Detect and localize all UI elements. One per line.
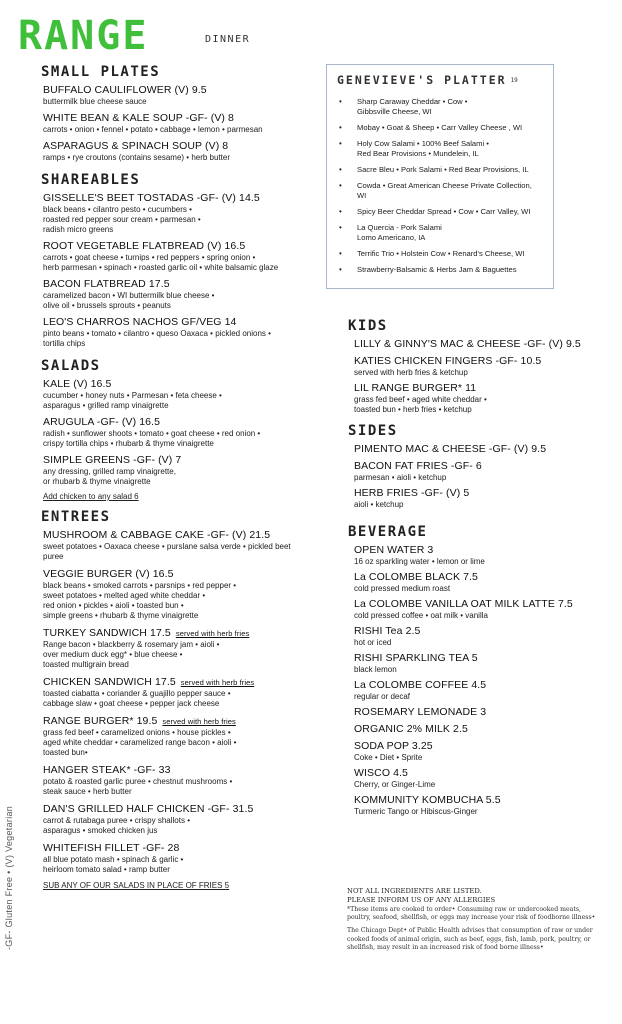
menu-item-description: hot or iced — [354, 638, 392, 647]
section-title: BEVERAGE — [348, 524, 428, 540]
platter-item: • La Quercia - Pork Salami Lomo Americano, IA — [337, 223, 543, 243]
section-beverage — [348, 524, 588, 817]
menu-item-description: ramps • rye croutons (contains sesame) • herb butter — [43, 153, 231, 162]
menu-item-name: LIL RANGE BURGER* 11 — [354, 382, 477, 394]
menu-item — [354, 740, 588, 763]
menu-item-name: ORGANIC 2% MILK 2.5 — [354, 723, 468, 735]
menu-item-name: KATIES CHICKEN FINGERS -GF- 10.5 — [354, 355, 542, 367]
menu-item — [354, 544, 588, 567]
menu-item-name: WISCO 4.5 — [354, 767, 408, 779]
menu-item — [43, 803, 313, 836]
platter-item: • Spicy Beer Cheddar Spread • Cow • Carr Valley, WI — [337, 207, 543, 217]
platter-box — [326, 64, 554, 289]
menu-item — [43, 568, 313, 621]
menu-item — [354, 443, 588, 456]
menu-item-side-note: served with herb fries — [175, 629, 250, 638]
platter-item: • Mobay • Goat & Sheep • Carr Valley Cheese , WI — [337, 123, 543, 133]
menu-item — [354, 723, 588, 736]
section-small-plates — [43, 64, 313, 163]
disclaimer-public-health: The Chicago Dept• of Public Health advises that consumption of raw or under cooked foods of animal origin, such as beef, eggs, fish, lamb, pork, poultry, or shellfish, may result in an increased risk of food borne illness• — [347, 927, 593, 951]
menu-item-name: KOMMUNITY KOMBUCHA 5.5 — [354, 794, 501, 806]
menu-item-name: ARUGULA -GF- (V) 16.5 — [43, 416, 161, 428]
section-salads — [43, 358, 313, 501]
menu-item-description: aioli • ketchup — [354, 500, 404, 509]
platter-price: 19 — [510, 77, 518, 84]
menu-item-name: MUSHROOM & CABBAGE CAKE -GF- (V) 21.5 — [43, 529, 271, 541]
menu-item-description: grass fed beef • aged white cheddar • toasted bun • herb fries • ketchup — [354, 395, 487, 414]
menu-item — [43, 84, 313, 107]
menu-item — [354, 652, 588, 675]
menu-item — [43, 842, 313, 875]
menu-item-description: black beans • cilantro pesto • cucumbers • roasted red pepper sour cream • parmesan • radish micro greens — [43, 205, 201, 234]
menu-item-description: regular or decaf — [354, 692, 411, 701]
menu-item-name: WHITEFISH FILLET -GF- 28 — [43, 842, 180, 854]
menu-item-description: Range bacon • blackberry & rosemary jam • aioli • over medium duck egg* • blue cheese • toasted multigrain bread — [43, 640, 220, 669]
menu-item-name: RISHI Tea 2.5 — [354, 625, 421, 637]
platter-item: • Sacre Bleu • Pork Salami • Red Bear Provisions, IL — [337, 165, 543, 175]
menu-item-description: carrot & rutabaga puree • crispy shallots • asparagus • smoked chicken jus — [43, 816, 191, 835]
menu-item-name: La COLOMBE BLACK 7.5 — [354, 571, 478, 583]
menu-item — [354, 382, 588, 415]
section-title: SIDES — [348, 423, 398, 439]
menu-item — [43, 378, 313, 411]
right-column — [348, 318, 588, 821]
section-title: SHAREABLES — [41, 172, 141, 188]
menu-item-name: RISHI SPARKLING TEA 5 — [354, 652, 478, 664]
menu-item — [354, 625, 588, 648]
menu-item — [43, 240, 313, 273]
menu-item-description: 16 oz sparkling water • lemon or lime — [354, 557, 485, 566]
menu-item-name: TURKEY SANDWICH 17.5 served with herb fries — [43, 627, 250, 639]
menu-item — [354, 487, 588, 510]
section-kids — [348, 318, 588, 415]
platter-item: • Holy Cow Salami • 100% Beef Salami • Red Bear Provisions • Mundelein, IL — [337, 139, 543, 159]
menu-item — [43, 112, 313, 135]
platter-item: • Sharp Caraway Cheddar • Cow • Gibbsville Cheese, WI — [337, 97, 543, 117]
menu-item — [43, 192, 313, 235]
disclaimer-raw-food: *These items are cooked to order• Consuming raw or undercooked meats, poultry, seafood, shellfish, or eggs may increase your risk of foodborne illness• — [347, 906, 596, 922]
menu-item-description: black beans • smoked carrots • parsnips • red pepper • sweet potatoes • melted aged white cheddar • red onion • pickles • aioli • toasted bun • simple greens • rhubarb & thyme vinaigrette — [43, 581, 237, 620]
menu-item-name: BUFFALO CAULIFLOWER (V) 9.5 — [43, 84, 207, 96]
menu-item — [354, 338, 588, 351]
menu-item-description: Cherry, or Ginger-Lime — [354, 780, 436, 789]
left-column — [43, 64, 313, 890]
menu-item-description: cucumber • honey nuts • Parmesan • feta cheese • asparagus • grilled ramp vinaigrette — [43, 391, 222, 410]
menu-item-side-note: served with herb fries — [162, 717, 236, 726]
menu-item — [354, 679, 588, 702]
menu-item-name: ROOT VEGETABLE FLATBREAD (V) 16.5 — [43, 240, 246, 252]
menu-item-description: caramelized bacon • WI buttermilk blue cheese • olive oil • brussels sprouts • peanuts — [43, 291, 215, 310]
menu-item-description: sweet potatoes • Oaxaca cheese • purslane salsa verde • pickled beet puree — [43, 542, 291, 561]
menu-item — [354, 460, 588, 483]
menu-item-name: RANGE BURGER* 19.5 served with herb fries — [43, 715, 236, 727]
menu-item-description: any dressing, grilled ramp vinaigrette, or rhubarb & thyme vinaigrette — [43, 467, 176, 486]
menu-subtitle: DINNER — [205, 34, 251, 45]
entree-sub-note: SUB ANY OF OUR SALADS IN PLACE OF FRIES 5 — [43, 881, 230, 890]
menu-item-name: HERB FRIES -GF- (V) 5 — [354, 487, 470, 499]
menu-item-description: cold pressed coffee • oat milk • vanilla — [354, 611, 488, 620]
menu-item-description: radish • sunflower shoots • tomato • goat cheese • red onion • crispy tortilla chips • rhubarb & thyme vinaigrette — [43, 429, 261, 448]
dietary-legend: -GF- Gluten Free • (V) Vegetarian — [4, 805, 14, 950]
menu-item-description: Turmeric Tango or Hibiscus-Ginger — [354, 807, 478, 816]
menu-item-name: WHITE BEAN & KALE SOUP -GF- (V) 8 — [43, 112, 234, 124]
menu-item — [43, 764, 313, 797]
section-title: KIDS — [348, 318, 388, 334]
allergy-disclaimer — [347, 887, 602, 952]
menu-item — [43, 715, 313, 758]
menu-item — [43, 416, 313, 449]
menu-item-name: PIMENTO MAC & CHEESE -GF- (V) 9.5 — [354, 443, 547, 455]
menu-item — [354, 598, 588, 621]
menu-item-description: Coke • Diet • Sprite — [354, 753, 423, 762]
menu-item-name: CHICKEN SANDWICH 17.5 served with herb fries — [43, 676, 255, 688]
menu-item-description: carrots • goat cheese • turnips • red peppers • spring onion • herb parmesan • spinach • roasted garlic oil • white balsamic glaze — [43, 253, 279, 272]
menu-item-name: LEO'S CHARROS NACHOS GF/VEG 14 — [43, 316, 237, 328]
menu-item — [354, 355, 588, 378]
menu-item-name: HANGER STEAK* -GF- 33 — [43, 764, 171, 776]
menu-item — [354, 706, 588, 719]
section-title: ENTREES — [41, 509, 111, 525]
disclaimer-heading: NOT ALL INGREDIENTS ARE LISTED. PLEASE INFORM US OF ANY ALLERGIES — [347, 887, 496, 904]
platter-item: • Terrific Trio • Holstein Cow • Renard's Cheese, WI — [337, 249, 543, 259]
range-logo: RANGE — [18, 13, 149, 59]
menu-item-name: VEGGIE BURGER (V) 16.5 — [43, 568, 174, 580]
menu-item-description: grass fed beef • caramelized onions • house pickles • aged white cheddar • caramelized range bacon • aioli • toasted bun• — [43, 728, 237, 757]
menu-item — [43, 454, 313, 487]
menu-item-name: ASPARAGUS & SPINACH SOUP (V) 8 — [43, 140, 229, 152]
section-sides — [348, 423, 588, 510]
menu-item-side-note: served with herb fries — [180, 678, 255, 687]
menu-item-name: La COLOMBE COFFEE 4.5 — [354, 679, 487, 691]
menu-item-name: La COLOMBE VANILLA OAT MILK LATTE 7.5 — [354, 598, 573, 610]
menu-item-name: SODA POP 3.25 — [354, 740, 433, 752]
menu-item-name: BACON FLATBREAD 17.5 — [43, 278, 170, 290]
menu-item-description: parmesan • aioli • ketchup — [354, 473, 447, 482]
menu-item — [43, 278, 313, 311]
menu-item — [354, 571, 588, 594]
menu-item-name: LILLY & GINNY'S MAC & CHEESE -GF- (V) 9.5 — [354, 338, 581, 350]
menu-item-name: OPEN WATER 3 — [354, 544, 434, 556]
menu-item-name: BACON FAT FRIES -GF- 6 — [354, 460, 482, 472]
menu-item-description: cold pressed medium roast — [354, 584, 451, 593]
menu-item-description: potato & roasted garlic puree • chestnut mushrooms • steak sauce • herb butter — [43, 777, 233, 796]
section-entrees — [43, 509, 313, 890]
menu-item — [43, 627, 313, 670]
section-title: SALADS — [41, 358, 101, 374]
menu-item-description: black lemon — [354, 665, 397, 674]
platter-item: • Strawberry-Balsamic & Herbs Jam & Baguettes — [337, 265, 543, 275]
menu-item — [43, 140, 313, 163]
platter-title: GENEVIEVE'S PLATTER 19 — [337, 73, 518, 87]
menu-item — [354, 794, 588, 817]
menu-item-name: DAN'S GRILLED HALF CHICKEN -GF- 31.5 — [43, 803, 254, 815]
menu-item-description: served with herb fries & ketchup — [354, 368, 468, 377]
menu-item-description: carrots • onion • fennel • potato • cabbage • lemon • parmesan — [43, 125, 263, 134]
menu-item-name: GISSELLE'S BEET TOSTADAS -GF- (V) 14.5 — [43, 192, 260, 204]
section-shareables — [43, 172, 313, 349]
platter-list — [337, 97, 543, 275]
menu-item-description: pinto beans • tomato • cilantro • queso Oaxaca • pickled onions • tortilla chips — [43, 329, 271, 348]
menu-item-description: toasted ciabatta • coriander & guajillo pepper sauce • cabbage slaw • goat cheese • pepper jack cheese — [43, 689, 231, 708]
menu-item — [43, 676, 313, 709]
menu-item-description: all blue potato mash • spinach & garlic • heirloom tomato salad • ramp butter — [43, 855, 184, 874]
menu-item-name: ROSEMARY LEMONADE 3 — [354, 706, 487, 718]
menu-item — [43, 316, 313, 349]
menu-item-name: SIMPLE GREENS -GF- (V) 7 — [43, 454, 182, 466]
platter-item: • Cowda • Great American Cheese Private Collection, WI — [337, 181, 543, 201]
menu-item-description: buttermilk blue cheese sauce — [43, 97, 147, 106]
salad-add-chicken-note: Add chicken to any salad 6 — [43, 492, 139, 501]
menu-item — [354, 767, 588, 790]
menu-item — [43, 529, 313, 562]
section-title: SMALL PLATES — [41, 64, 161, 80]
menu-item-name: KALE (V) 16.5 — [43, 378, 112, 390]
